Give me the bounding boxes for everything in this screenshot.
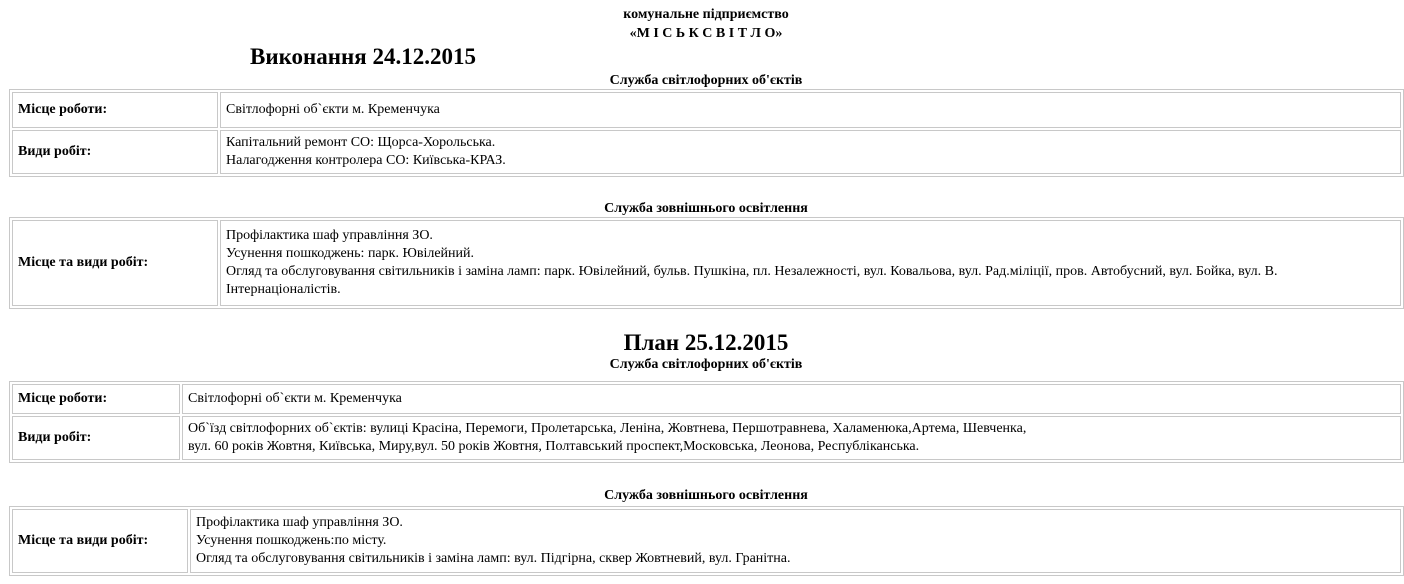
row-value <box>220 92 1401 128</box>
value-line: Об`їзд світлофорних об`єктів: вулиці Красіна, Перемоги, Пролетарська, Леніна, Жовтнева, Першотравнева, Халаменюка,Артема, Шевченка, <box>188 421 1027 436</box>
value-line: Налагодження контролера СО: Київська-КРАЗ. <box>226 153 506 168</box>
table-row <box>12 220 1401 306</box>
execution-traffic-service-title: Служба світлофорних об'єктів <box>609 73 803 88</box>
plan-lighting-table <box>9 506 1404 576</box>
org-brand: «М І С Ь К С В І Т Л О» <box>629 26 783 41</box>
value-line: Огляд та обслуговування світильників і заміна ламп: парк. Ювілейний, бульв. Пушкіна, пл. Незалежності, вул. Ковальова, вул. Рад.міліції, пров. Автобусний, вул. Бойка, вул. В. Інтернаціоналістів. <box>226 264 1278 297</box>
row-label: Місце роботи: <box>12 384 180 414</box>
plan-traffic-service-title: Служба світлофорних об'єктів <box>609 357 803 372</box>
table-row <box>12 384 1401 414</box>
org-name: комунальне підприємство <box>623 7 789 22</box>
plan-title: План 25.12.2015 <box>623 330 789 355</box>
row-value <box>220 220 1401 306</box>
execution-title: Виконання 24.12.2015 <box>250 44 476 69</box>
plan-traffic-table <box>9 381 1404 463</box>
value-line: Профілактика шаф управління ЗО. <box>196 515 403 530</box>
value-line: Огляд та обслуговування світильників і заміна ламп: вул. Підгірна, сквер Жовтневий, вул. Гранітна. <box>196 551 791 566</box>
value-line: Світлофорні об`єкти м. Кременчука <box>188 391 402 406</box>
row-value <box>190 509 1401 573</box>
table-row <box>12 130 1401 174</box>
execution-lighting-table <box>9 217 1404 309</box>
value-line: Капітальний ремонт СО: Щорса-Хорольська. <box>226 135 496 150</box>
row-label: Види робіт: <box>12 130 218 174</box>
row-value <box>220 130 1401 174</box>
row-value <box>182 416 1401 460</box>
value-line: Усунення пошкоджень:по місту. <box>196 533 387 548</box>
execution-lighting-service-title: Служба зовнішнього освітлення <box>604 201 808 216</box>
table-row <box>12 92 1401 128</box>
value-line: Профілактика шаф управління ЗО. <box>226 228 433 243</box>
value-line: Усунення пошкоджень: парк. Ювілейний. <box>226 246 475 261</box>
row-value <box>182 384 1401 414</box>
table-row <box>12 509 1401 573</box>
execution-traffic-table <box>9 89 1404 177</box>
row-label: Види робіт: <box>12 416 180 460</box>
row-label: Місце та види робіт: <box>12 509 188 573</box>
value-line: вул. 60 років Жовтня, Київська, Миру,вул. 50 років Жовтня, Полтавський проспект,Московська, Леонова, Республіканська. <box>188 439 920 454</box>
table-row <box>12 416 1401 460</box>
value-line: Світлофорні об`єкти м. Кременчука <box>226 102 440 117</box>
plan-lighting-service-title: Служба зовнішнього освітлення <box>604 488 808 503</box>
row-label: Місце роботи: <box>12 92 218 128</box>
row-label: Місце та види робіт: <box>12 220 218 306</box>
